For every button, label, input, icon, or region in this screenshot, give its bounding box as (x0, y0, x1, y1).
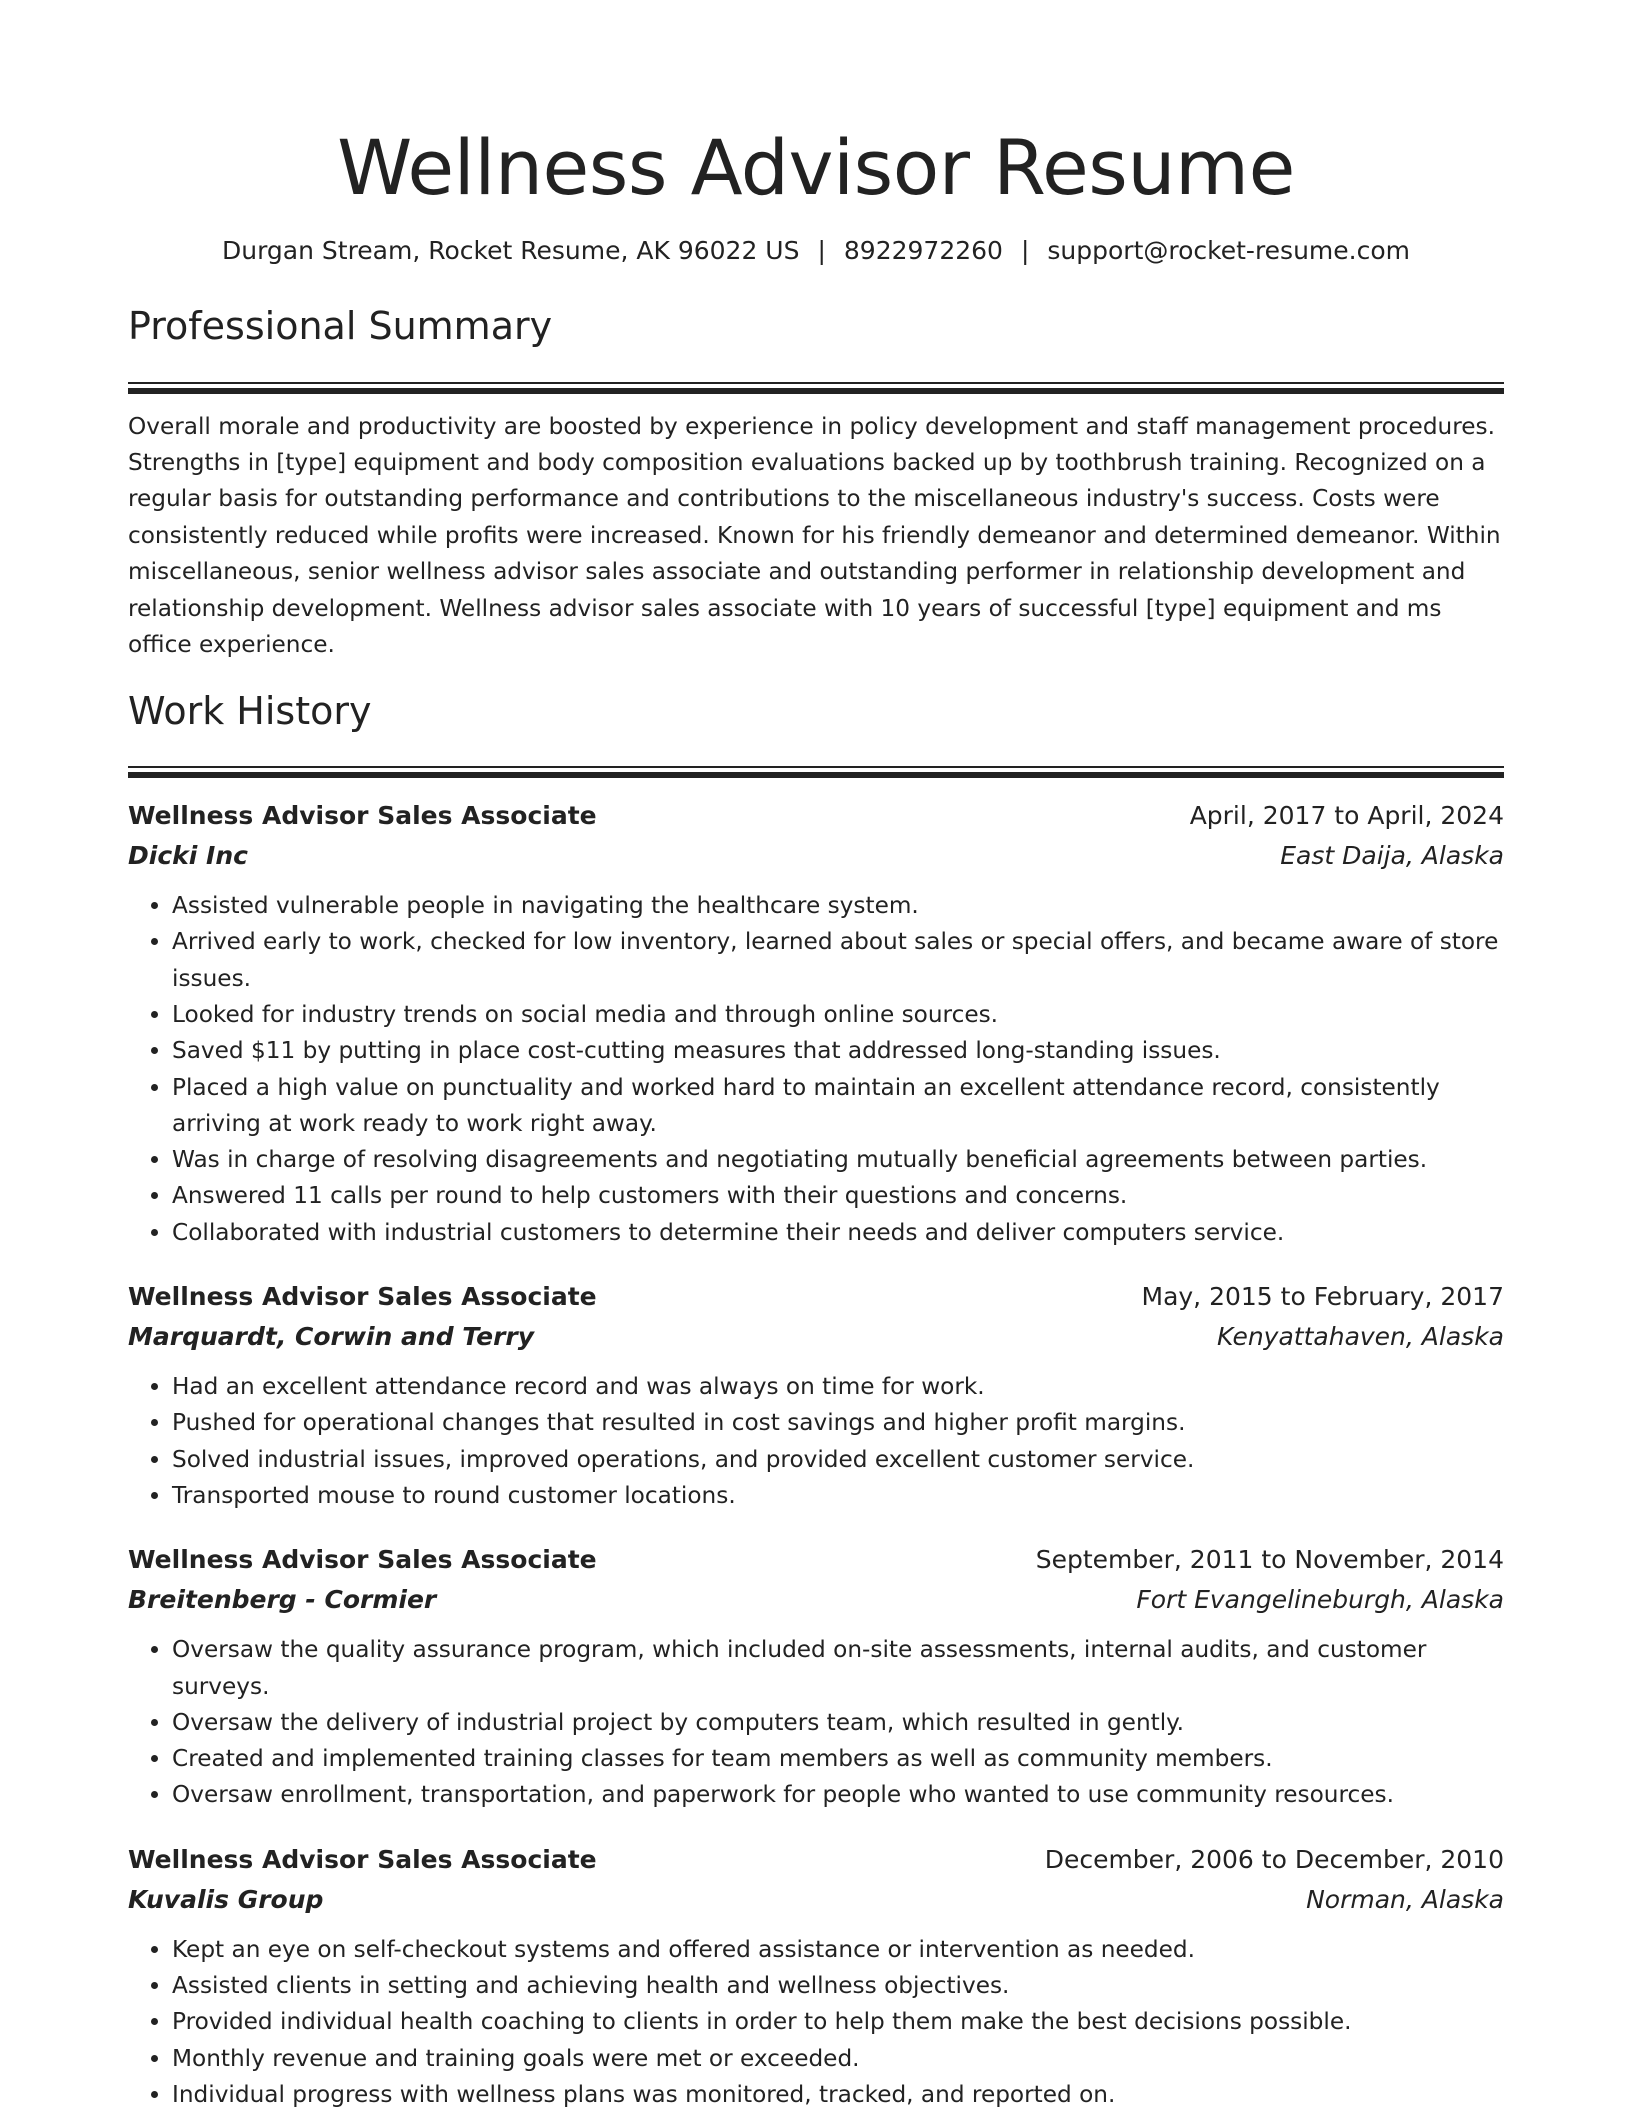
contact-email: support@rocket-resume.com (1047, 236, 1411, 265)
job-company: Breitenberg - Cormier (128, 1585, 437, 1615)
job-title-row (128, 1540, 1504, 1580)
job-duty-item: • Was in charge of resolving disagreements and negotiating mutually beneficial agreements between parties. (172, 1142, 1504, 1178)
job-dates: May, 2015 to February, 2017 (1141, 1282, 1504, 1312)
section-divider (128, 382, 1504, 394)
section-heading-work-history: Work History (128, 688, 372, 733)
job-dates: April, 2017 to April, 2024 (1189, 801, 1504, 831)
job-duty-item: • Assisted vulnerable people in navigating the healthcare system. (172, 888, 1504, 924)
job-title: Wellness Advisor Sales Associate (128, 1545, 597, 1575)
job-entry (128, 796, 1504, 1251)
job-duty-item: • Answered 11 calls per round to help customers with their questions and concerns. (172, 1178, 1504, 1214)
section-heading-summary: Professional Summary (128, 304, 553, 348)
job-duty-item: • Pushed for operational changes that resulted in cost savings and higher profit margins. (172, 1405, 1504, 1441)
job-duty-item: • Looked for industry trends on social media and through online sources. (172, 997, 1504, 1033)
job-dates: September, 2011 to November, 2014 (1035, 1545, 1504, 1575)
job-company-row (128, 1317, 1504, 1357)
job-company-row (128, 1880, 1504, 1920)
job-list (128, 796, 1504, 2113)
job-duties-list (128, 1369, 1504, 1514)
job-location: Kenyattahaven, Alaska (1216, 1322, 1504, 1352)
job-company-row (128, 1580, 1504, 1620)
job-entry (128, 1277, 1504, 1514)
resume-page (128, 0, 1504, 2113)
job-duty-item: • Assisted clients in setting and achieving health and wellness objectives. (172, 1968, 1504, 2004)
job-title-row (128, 796, 1504, 836)
job-duty-item: • Kept an eye on self-checkout systems and offered assistance or intervention as needed. (172, 1932, 1504, 1968)
job-location: Fort Evangelineburgh, Alaska (1136, 1585, 1504, 1615)
job-duty-item: • Placed a high value on punctuality and worked hard to maintain an excellent attendance record, consistently arriving at work ready to work right away. (172, 1070, 1504, 1143)
contact-address: Durgan Stream, Rocket Resume, AK 96022 US (221, 236, 800, 265)
job-duty-item: • Oversaw the quality assurance program, which included on-site assessments, internal audits, and customer surveys. (172, 1632, 1504, 1705)
contact-line (128, 234, 1504, 268)
job-company: Kuvalis Group (128, 1884, 324, 1914)
job-duty-item: • Saved $11 by putting in place cost-cutting measures that addressed long-standing issues. (172, 1033, 1504, 1069)
job-duty-item: • Oversaw enrollment, transportation, and paperwork for people who wanted to use community resources. (172, 1777, 1504, 1813)
job-duty-item: • Provided individual health coaching to clients in order to help them make the best decisions possible. (172, 2004, 1504, 2040)
summary-text: Overall morale and productivity are boosted by experience in policy development and staff management procedures. Strengths in [type] equipment and body composition evaluations backed up by toothbrush training. Recognized on a regular basis for outstanding performance and contributions to the miscellaneous industry's success. Costs were consistently reduced while profits were increased. Known for his friendly demeanor and determined demeanor. Within miscellaneous, senior wellness advisor sales associate and outstanding performer in relationship development and relationship development. Wellness advisor sales associate with 10 years of successful [type] equipment and ms office experience. (128, 412, 1501, 658)
job-duty-item: • Oversaw the delivery of industrial project by computers team, which resulted in gently. (172, 1705, 1504, 1741)
job-duties-list (128, 888, 1504, 1251)
job-duty-item: • Monthly revenue and training goals were met or exceeded. (172, 2041, 1504, 2077)
contact-phone: 8922972260 (843, 236, 1003, 265)
job-duties-list (128, 1932, 1504, 2113)
contact-separator: | (817, 236, 826, 265)
job-duty-item: • Had an excellent attendance record and was always on time for work. (172, 1369, 1504, 1405)
job-company: Dicki Inc (128, 841, 248, 871)
job-duty-item: • Transported mouse to round customer locations. (172, 1478, 1504, 1514)
job-title-row (128, 1277, 1504, 1317)
job-title-row (128, 1840, 1504, 1880)
job-duty-item: • Created and implemented training classes for team members as well as community members. (172, 1741, 1504, 1777)
job-entry (128, 1840, 1504, 2113)
job-location: Norman, Alaska (1306, 1884, 1504, 1914)
job-dates: December, 2006 to December, 2010 (1044, 1844, 1504, 1874)
job-title: Wellness Advisor Sales Associate (128, 801, 597, 831)
job-duties-list (128, 1632, 1504, 1813)
job-title: Wellness Advisor Sales Associate (128, 1282, 597, 1312)
job-duty-item: • Arrived early to work, checked for low inventory, learned about sales or special offers, and became aware of store issues. (172, 924, 1504, 997)
job-title: Wellness Advisor Sales Associate (128, 1844, 597, 1874)
job-entry (128, 1540, 1504, 1813)
job-duty-item: • Individual progress with wellness plans was monitored, tracked, and reported on. (172, 2077, 1504, 2113)
work-history-section (128, 687, 1504, 2113)
professional-summary-section (128, 302, 1504, 663)
job-duty-item: • Collaborated with industrial customers to determine their needs and deliver computers service. (172, 1215, 1504, 1251)
job-company: Marquardt, Corwin and Terry (128, 1322, 535, 1352)
job-company-row (128, 836, 1504, 876)
contact-separator: | (1020, 236, 1030, 265)
section-divider (128, 766, 1504, 778)
job-duty-item: • Solved industrial issues, improved operations, and provided excellent customer service. (172, 1442, 1504, 1478)
resume-title: Wellness Advisor Resume (337, 123, 1295, 212)
job-location: East Daija, Alaska (1280, 841, 1504, 871)
